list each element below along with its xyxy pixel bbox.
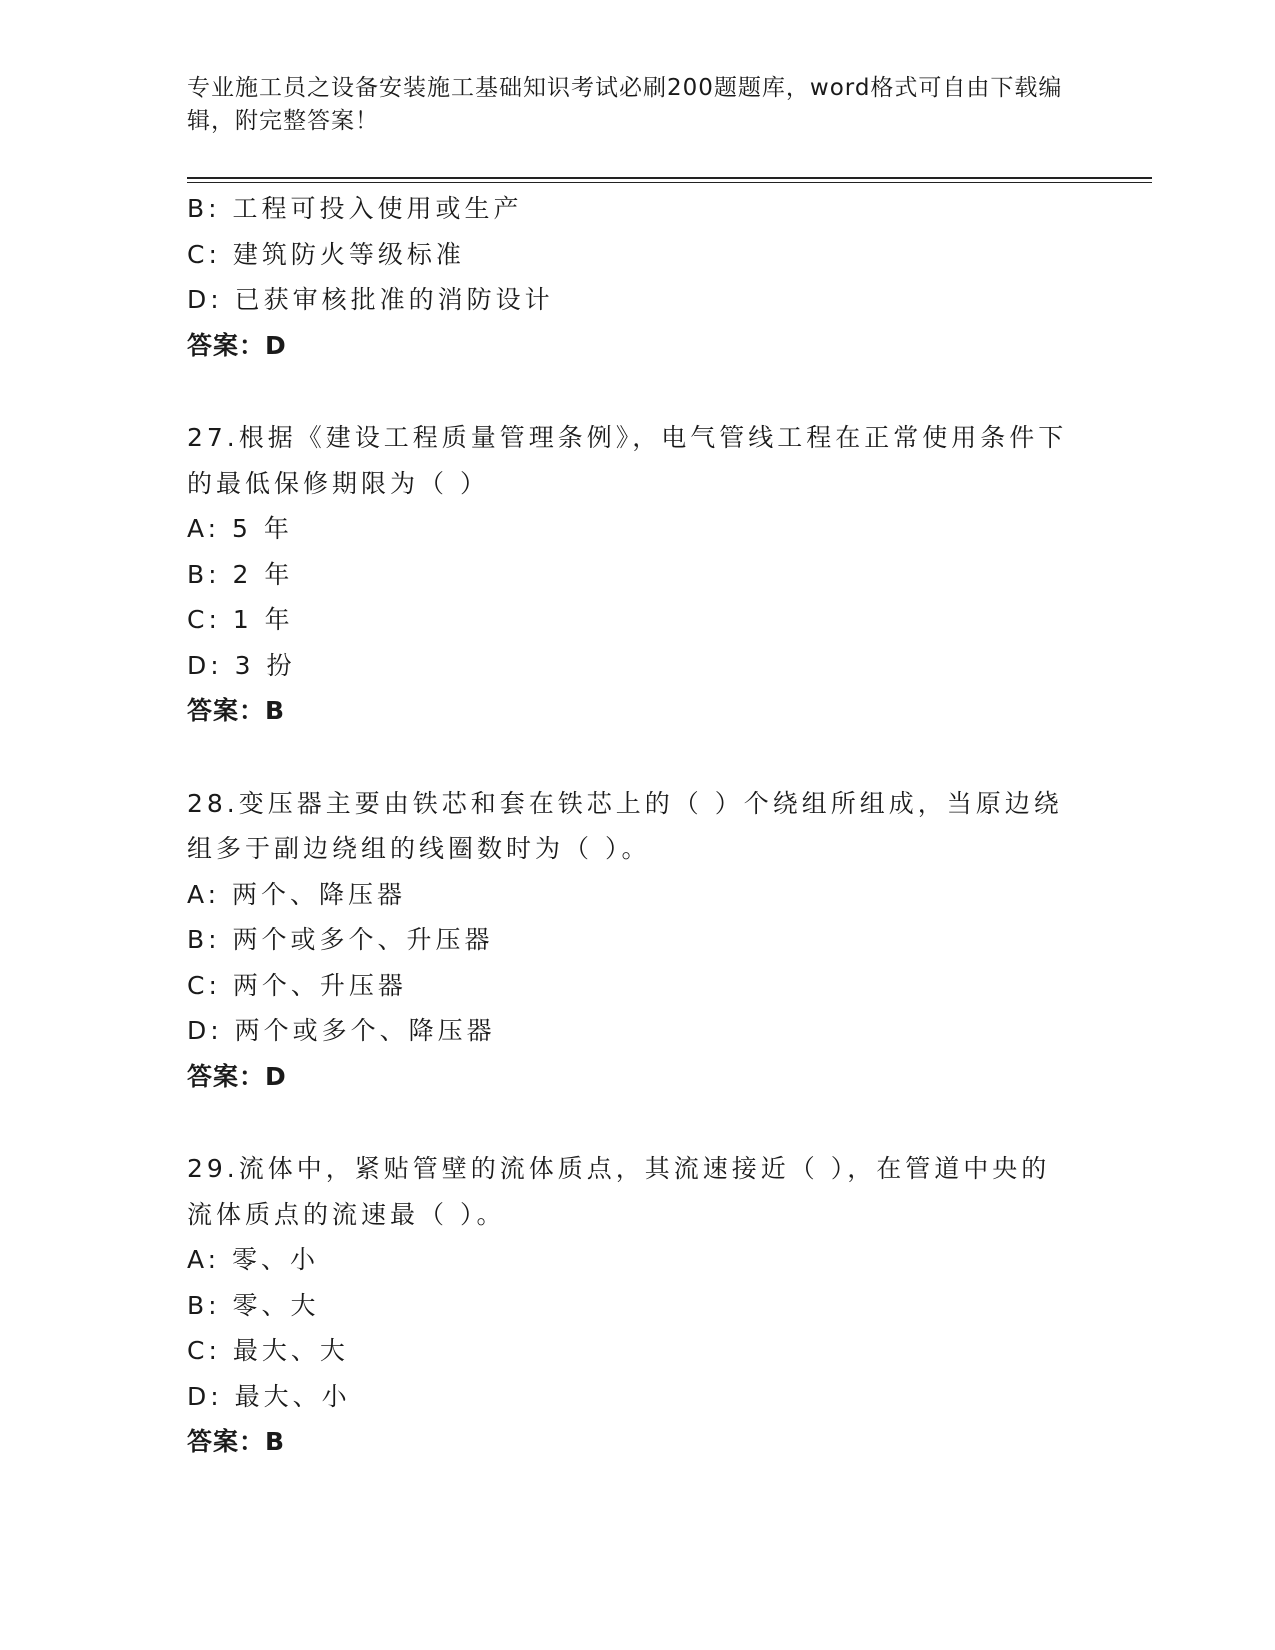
option-b: B: 两个或多个、升压器 [187,925,494,954]
spacer [187,1099,1147,1146]
option-c: C: 两个、升压器 [187,970,407,1000]
option-c: C: 1 年 [187,605,294,634]
question-27 [187,415,1147,734]
spacer [187,734,1147,781]
option-d: D: 最大、小 [187,1381,351,1411]
header-rule-thick [187,177,1152,179]
question-28 [187,781,1147,1100]
option-c: C: 建筑防火等级标准 [187,239,465,269]
option-a: A: 两个、降压器 [187,879,407,909]
answer-line: 答案：D [187,330,287,360]
option-a: A: 零、小 [187,1245,320,1274]
option-b: B: 工程可投入使用或生产 [187,194,523,223]
document-header: 专业施工员之设备安装施工基础知识考试必刷200题题库，word格式可自由下载编辑，附完整答案！ [187,75,1063,134]
option-a: A: 5 年 [187,514,293,543]
option-d: D: 两个或多个、降压器 [187,1016,496,1045]
answer-line: 答案：B [187,1427,286,1456]
option-d: D: 已获审核批准的消防设计 [187,285,554,314]
question-text: 28.变压器主要由铁芯和套在铁芯上的（ ）个绕组所组成，当原边绕组多于副边绕组的线圈数时为（ ）。 [187,788,1063,863]
answer-line: 答案：B [187,696,286,725]
question-text: 29.流体中，紧贴管壁的流体质点，其流速接近（ ），在管道中央的流体质点的流速最（ ）。 [187,1154,1051,1229]
option-c: C: 最大、大 [187,1336,349,1365]
carryover-question [187,186,1147,368]
spacer [187,368,1147,415]
question-29 [187,1146,1147,1465]
answer-line: 答案：D [187,1061,287,1091]
header-rule-thin [187,182,1152,183]
question-text: 27.根据《建设工程质量管理条例》，电气管线工程在正常使用条件下的最低保修期限为（ ） [187,423,1068,498]
option-b: B: 2 年 [187,559,294,589]
option-d: D: 3 扮 [187,650,296,680]
question-content [187,186,1147,1465]
option-b: B: 零、大 [187,1290,320,1320]
